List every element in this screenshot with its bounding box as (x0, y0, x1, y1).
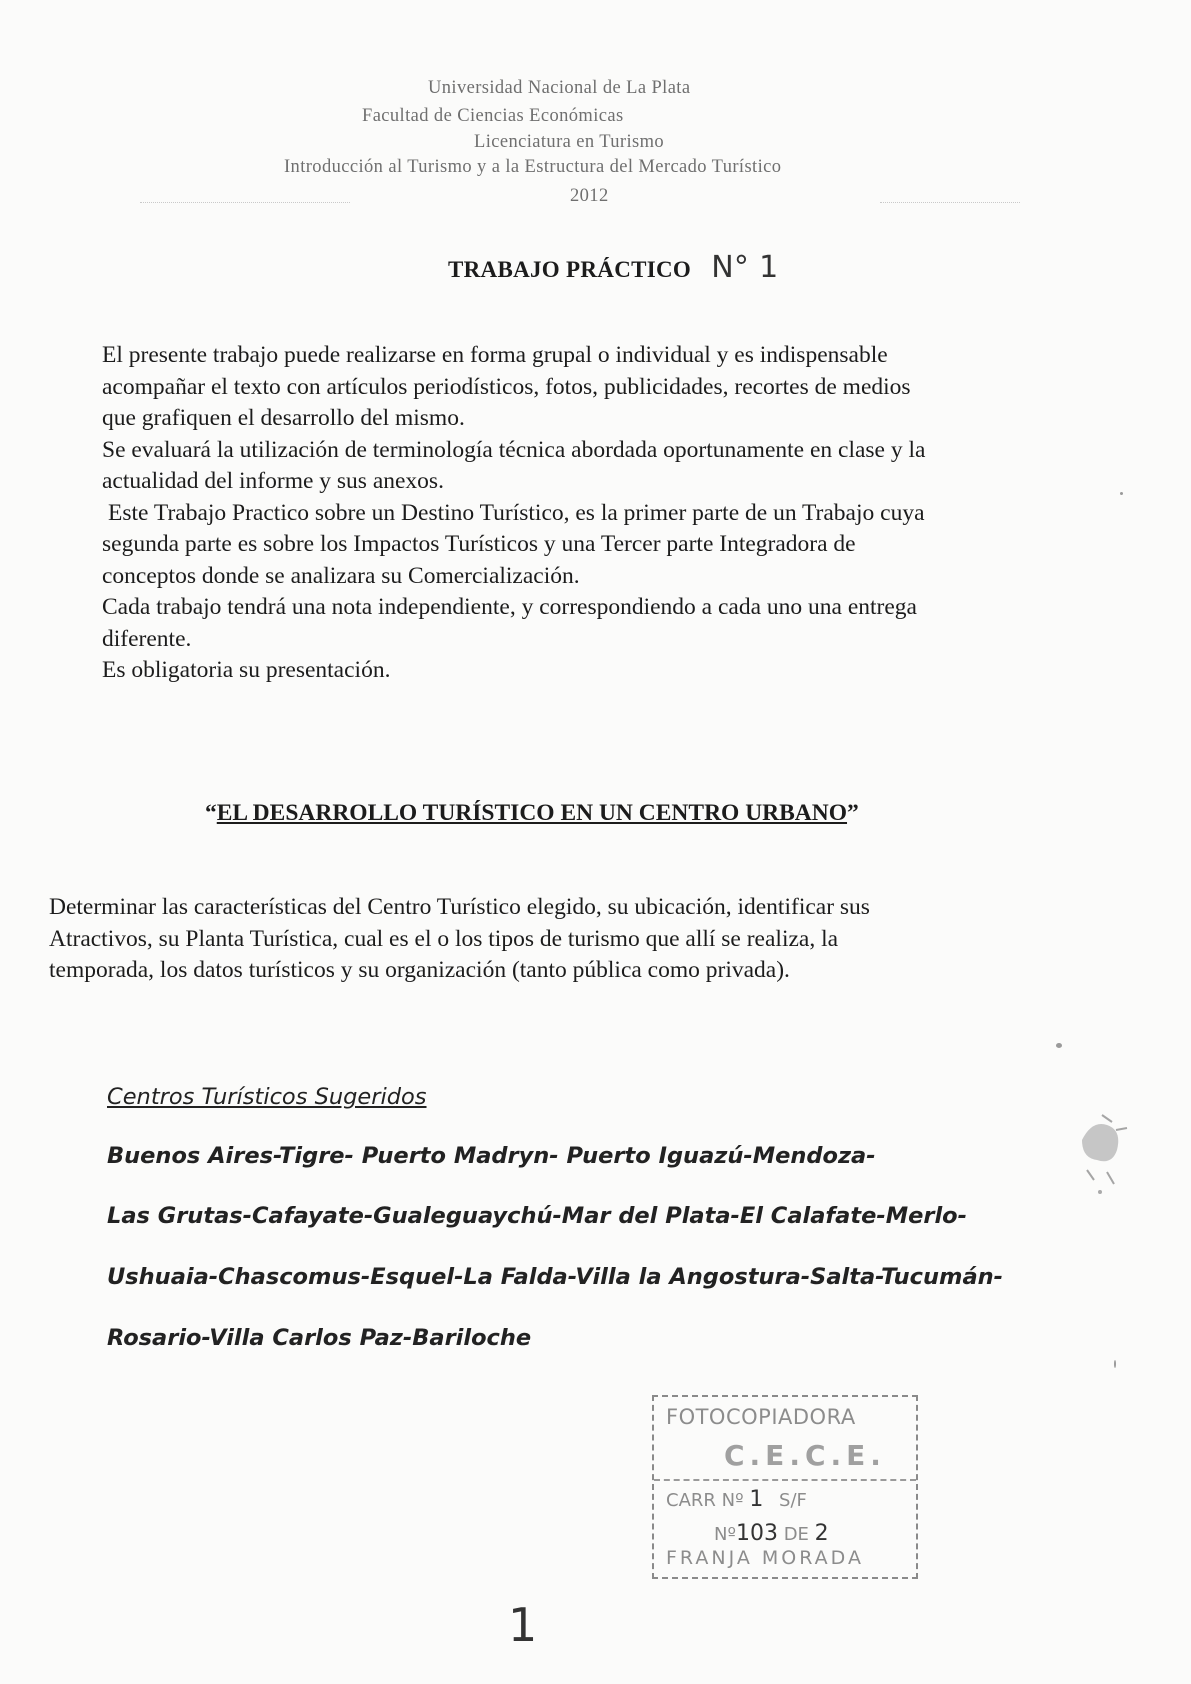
centers-line: Buenos Aires-Tigre- Puerto Madryn- Puerto Iguazú-Mendoza- (107, 1143, 876, 1169)
subtitle-open-quote: “ (205, 800, 217, 826)
scan-speck (1056, 1043, 1062, 1048)
stamp-pages (714, 1521, 829, 1546)
scan-artifact-line (140, 202, 350, 203)
intro-line: Se evaluará la utilización de terminología técnica abordada oportunamente en clase y la (102, 436, 926, 463)
centers-line: Ushuaia-Chascomus-Esquel-La Falda-Villa la Angostura-Salta-Tucumán- (107, 1264, 1003, 1290)
stamp-line-5: FRANJA MORADA (666, 1547, 864, 1569)
intro-line: Cada trabajo tendrá una nota independiente, y correspondiendo a cada uno una entrega (102, 594, 917, 620)
title-text: TRABAJO PRÁCTICO (448, 257, 692, 282)
intro-line: Este Trabajo Practico sobre un Destino Turístico, es la primer parte de un Trabajo cuya (108, 499, 925, 526)
degree-name: Licenciatura en Turismo (474, 132, 665, 152)
intro-line: acompañar el texto con artículos periodísticos, fotos, publicidades, recortes de medios (102, 373, 911, 400)
page-title (448, 250, 778, 285)
stamp-carr-suffix: S/F (779, 1490, 807, 1511)
stamp-pages-of: DE (783, 1524, 809, 1545)
stamp-pages-total: 2 (814, 1521, 829, 1546)
faculty-name: Facultad de Ciencias Económicas (362, 106, 624, 126)
intro-line: que grafiquen el desarrollo del mismo. (102, 405, 465, 431)
ink-smudge-icon (1072, 1110, 1132, 1200)
subtitle-close-quote: ” (847, 800, 859, 826)
task-paragraph (49, 892, 870, 987)
stamp-separator (654, 1479, 916, 1481)
intro-line: conceptos donde se analizara su Comercialización. (102, 562, 580, 589)
year: 2012 (570, 186, 609, 206)
task-line: Atractivos, su Planta Turística, cual es el o los tipos de turismo que allí se realiza, la (49, 925, 839, 952)
stamp-pages-value: 103 (735, 1521, 778, 1546)
task-line: temporada, los datos turísticos y su organización (tanto pública como privada). (49, 957, 790, 983)
intro-line: segunda parte es sobre los Impactos Turísticos y una Tercer parte Integradora de (102, 531, 856, 557)
section-subtitle (205, 800, 859, 827)
intro-line: Es obligatoria su presentación. (102, 657, 391, 683)
stamp-carr-label: CARR Nº (666, 1490, 744, 1511)
centers-line: Rosario-Villa Carlos Paz-Bariloche (107, 1325, 532, 1351)
stamp-carr (666, 1487, 807, 1512)
university-name: Universidad Nacional de La Plata (428, 78, 691, 98)
scan-artifact-line (880, 202, 1020, 203)
centers-line: Las Grutas-Cafayate-Gualeguaychú-Mar del Plata-El Calafate-Merlo- (107, 1203, 967, 1229)
intro-paragraph (102, 340, 1112, 687)
scan-speck (1114, 1360, 1116, 1368)
stamp-line-2: C.E.C.E. (724, 1439, 886, 1472)
stamp-carr-value: 1 (749, 1487, 764, 1512)
stamp-line-1: FOTOCOPIADORA (666, 1405, 856, 1429)
subtitle-text: EL DESARROLLO TURÍSTICO EN UN CENTRO URBANO (216, 800, 848, 826)
page-number: 1 (508, 1598, 538, 1652)
stamp-pages-label: Nº (714, 1524, 736, 1545)
title-number: N° 1 (711, 250, 779, 285)
intro-line: diferente. (102, 625, 192, 652)
intro-line: actualidad del informe y sus anexos. (102, 468, 444, 494)
course-name: Introducción al Turismo y a la Estructura del Mercado Turístico (284, 157, 782, 177)
centers-heading: Centros Turísticos Sugeridos (107, 1084, 427, 1110)
photocopy-stamp (652, 1395, 918, 1579)
task-line: Determinar las características del Centro Turístico elegido, su ubicación, identificar sus (49, 894, 870, 920)
scan-speck (1120, 492, 1123, 495)
intro-line: El presente trabajo puede realizarse en forma grupal o individual y es indispensable (102, 342, 888, 368)
